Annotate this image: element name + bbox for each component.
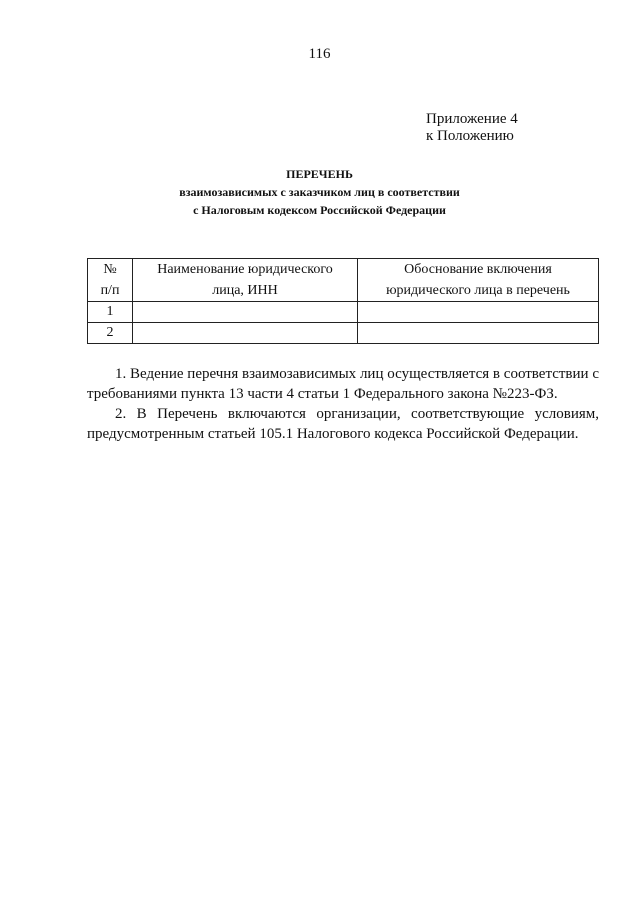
table-header-row: [88, 259, 599, 302]
title-line-3: с Налоговым кодексом Российской Федерации: [193, 203, 446, 217]
appendix-line-1: Приложение 4: [426, 111, 518, 127]
entities-table: [87, 258, 599, 344]
header-name-line-1: Наименование юридического: [157, 262, 333, 277]
title-line-2: взаимозависимых с заказчиком лиц в соответствии: [179, 185, 460, 199]
row-entity-name: [133, 302, 358, 323]
header-inclusion-reason: [358, 259, 599, 302]
table-row: [88, 302, 599, 323]
table-row: [88, 323, 599, 344]
appendix-line-2: к Положению: [426, 128, 514, 144]
row-number: 1: [88, 302, 133, 323]
notes: [87, 364, 599, 444]
page-number: 116: [308, 46, 331, 62]
header-name-line-2: лица, ИНН: [212, 283, 278, 298]
title-line-1: ПЕРЕЧЕНЬ: [286, 167, 353, 181]
row-entity-name: [133, 323, 358, 344]
header-reason-line-1: Обоснование включения: [404, 262, 552, 277]
row-inclusion-reason: [358, 302, 599, 323]
header-number-line-2: п/п: [100, 283, 120, 298]
document-title: [0, 165, 639, 219]
appendix-reference: [426, 111, 518, 145]
row-number: 2: [88, 323, 133, 344]
header-number-line-1: №: [103, 262, 117, 277]
header-number: [88, 259, 133, 302]
row-inclusion-reason: [358, 323, 599, 344]
note-paragraph-2: 2. В Перечень включаются организации, соответствующие условиям, предусмотренным статьей 105.1 Налогового кодекса Российской Федерации.: [87, 406, 599, 442]
header-reason-line-2: юридического лица в перечень: [386, 283, 570, 298]
note-paragraph-1: 1. Ведение перечня взаимозависимых лиц осуществляется в соответствии с требованиями пункта 13 части 4 статьи 1 Федерального закона №223-ФЗ.: [87, 366, 599, 402]
header-entity-name: [133, 259, 358, 302]
